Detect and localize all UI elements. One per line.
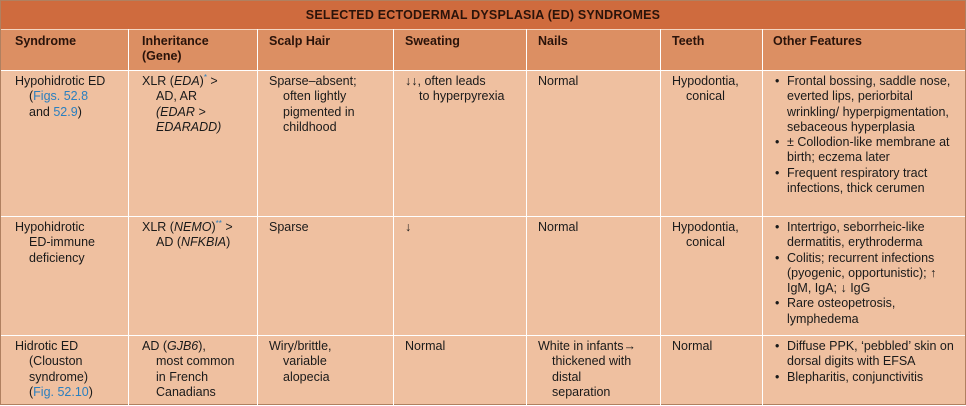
column-divider bbox=[762, 29, 763, 406]
column-divider bbox=[526, 29, 527, 406]
other-features-cell bbox=[773, 220, 963, 327]
table-title: SELECTED ECTODERMAL DYSPLASIA (ED) SYNDROMES bbox=[1, 1, 965, 29]
figure-link[interactable]: Figs. 52.8 bbox=[33, 89, 89, 104]
header-scalp-hair: Scalp Hair bbox=[269, 34, 331, 48]
header-sweating: Sweating bbox=[405, 34, 460, 48]
list-item: • ± Collodion-like membrane at birth; eczema later bbox=[775, 135, 950, 165]
column-divider bbox=[257, 29, 258, 406]
figure-link[interactable]: Fig. 52.10 bbox=[33, 384, 89, 399]
footnote-mark: ** bbox=[215, 218, 222, 228]
sweating-cell: ↓ bbox=[405, 220, 412, 234]
list-item: • Colitis; recurrent infections (pyogenic, opportunistic); ↑ IgM, IgA; ↓ IgG bbox=[775, 250, 937, 296]
syndrome-cell: Hypohidrotic ED-immune deficiency bbox=[15, 220, 95, 265]
figure-link[interactable]: 52.9 bbox=[53, 104, 78, 119]
gene-name: EDARADD) bbox=[156, 119, 222, 134]
footnote-mark: * bbox=[203, 72, 207, 82]
gene-name: EDA bbox=[173, 74, 200, 88]
inheritance-cell: XLR (EDA)* > AD, AR (EDAR > EDARADD) bbox=[142, 74, 254, 135]
syndrome-name: Hidrotic ED bbox=[15, 339, 79, 353]
list-item: • Frontal bossing, saddle nose, everted lips, periorbital wrinkling/ hyperpigmentation, sebaceous hyperplasia bbox=[775, 74, 951, 134]
gene-name: (EDAR > bbox=[156, 104, 206, 119]
nails-cell: Normal bbox=[538, 220, 579, 234]
nails-cell: Normal bbox=[538, 74, 579, 88]
nails-cell: White in infants→ thickened with distal separation bbox=[538, 339, 636, 399]
gene-name: GJB6 bbox=[167, 339, 199, 353]
list-item: • Diffuse PPK, ‘pebbled’ skin on dorsal digits with EFSA bbox=[775, 339, 954, 369]
scalp-hair-cell: Sparse–absent; often lightly pigmented in childhood bbox=[269, 74, 357, 134]
header-syndrome: Syndrome bbox=[15, 34, 77, 48]
gene-name: NEMO bbox=[173, 220, 212, 234]
other-features-cell bbox=[773, 339, 963, 385]
header-teeth: Teeth bbox=[672, 34, 705, 48]
gene-name: NFKBIA bbox=[181, 235, 227, 250]
scalp-hair-cell: Sparse bbox=[269, 220, 309, 234]
header-other-features: Other Features bbox=[773, 34, 862, 48]
inheritance-cell: AD (GJB6), most common in French Canadians bbox=[142, 339, 235, 399]
header-inheritance bbox=[142, 34, 254, 64]
other-features-cell bbox=[773, 74, 963, 196]
header-inheritance-l2: (Gene) bbox=[142, 49, 182, 63]
column-divider bbox=[393, 29, 394, 406]
list-item: • Blepharitis, conjunctivitis bbox=[775, 369, 924, 384]
list-item: • Intertrigo, seborrheic-like dermatitis, erythroderma bbox=[775, 220, 925, 250]
syndrome-cell: Hypohidrotic ED (Figs. 52.8 and 52.9) bbox=[15, 74, 106, 119]
syndrome-name: Hypohidrotic bbox=[15, 220, 85, 234]
header-nails: Nails bbox=[538, 34, 568, 48]
sweating-cell: ↓↓, often leads to hyperpyrexia bbox=[405, 74, 505, 104]
teeth-cell: Normal bbox=[672, 339, 713, 353]
sweating-cell: Normal bbox=[405, 339, 446, 353]
syndrome-name: Hypohidrotic ED bbox=[15, 74, 106, 88]
table-row bbox=[1, 70, 965, 214]
syndrome-cell: Hidrotic ED (Clouston syndrome) (Fig. 52.10) bbox=[15, 339, 93, 399]
column-divider bbox=[128, 29, 129, 406]
list-item: • Rare osteopetrosis, lymphedema bbox=[775, 296, 896, 326]
scalp-hair-cell: Wiry/brittle, variable alopecia bbox=[269, 339, 332, 384]
teeth-cell: Hypodontia, conical bbox=[672, 220, 739, 250]
column-divider bbox=[660, 29, 661, 406]
table-row bbox=[1, 335, 965, 406]
list-item: • Frequent respiratory tract infections, thick cerumen bbox=[775, 165, 928, 196]
header-row bbox=[1, 29, 965, 70]
header-inheritance-l1: Inheritance bbox=[142, 34, 209, 48]
table-row bbox=[1, 216, 965, 333]
teeth-cell: Hypodontia, conical bbox=[672, 74, 739, 104]
inheritance-cell: XLR (NEMO)** > AD (NFKBIA) bbox=[142, 218, 233, 250]
